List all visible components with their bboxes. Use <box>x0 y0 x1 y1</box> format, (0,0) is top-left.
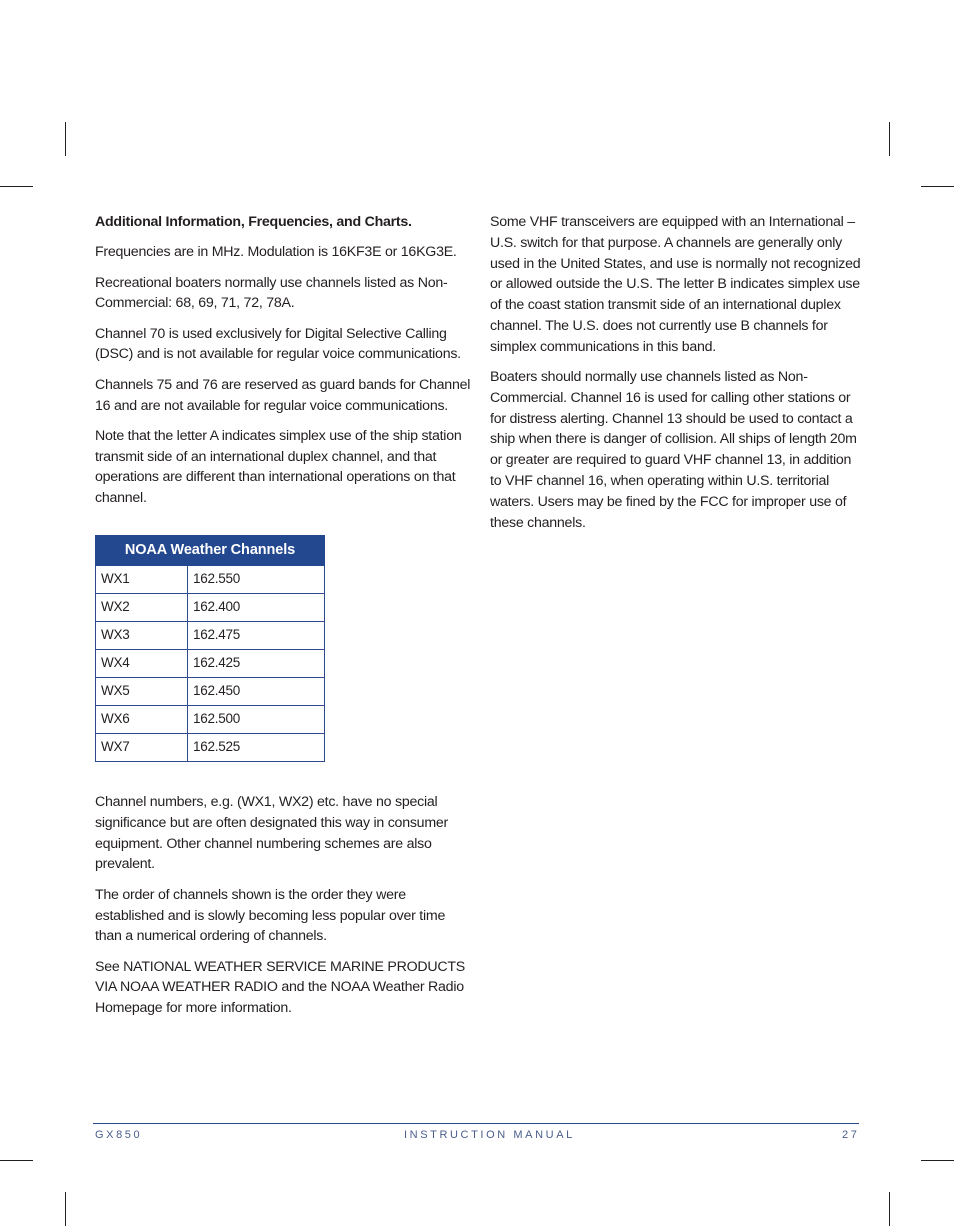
table-header-row <box>96 536 325 566</box>
footer-page-number: 27 <box>842 1129 860 1141</box>
paragraph-letter-a: Note that the letter A indicates simplex use of the ship station transmit side of an international duplex channel, and that operations are different than international operations on that channel. <box>95 427 462 507</box>
channel-cell: WX3 <box>96 622 188 650</box>
footer-manual-title: INSTRUCTION MANUAL <box>404 1129 575 1141</box>
paragraph-channel-70: Channel 70 is used exclusively for Digital Selective Calling (DSC) and is not available for regular voice communications. <box>95 325 461 363</box>
crop-mark <box>65 122 66 156</box>
table-row <box>96 566 325 594</box>
frequency-cell: 162.475 <box>188 622 325 650</box>
frequency-cell: 162.450 <box>188 678 325 706</box>
frequency-cell: 162.525 <box>188 734 325 762</box>
paragraph-modulation: Frequencies are in MHz. Modulation is 16KF3E or 16KG3E. <box>95 244 457 261</box>
channel-cell: WX4 <box>96 650 188 678</box>
table-row <box>96 622 325 650</box>
channel-cell: WX1 <box>96 566 188 594</box>
table-row <box>96 734 325 762</box>
table-title: NOAA Weather Channels <box>96 536 325 566</box>
channel-cell: WX5 <box>96 678 188 706</box>
paragraph-channel-numbers: Channel numbers, e.g. (WX1, WX2) etc. have no special significance but are often designated this way in consumer equipment. Other channel numbering schemes are also prevalent. <box>95 794 449 873</box>
frequency-cell: 162.400 <box>188 594 325 622</box>
paragraph-see-also: See NATIONAL WEATHER SERVICE MARINE PRODUCTS VIA NOAA WEATHER RADIO and the NOAA Weather Radio Homepage for more information. <box>95 958 466 1017</box>
table-row <box>96 678 325 706</box>
table-row <box>96 650 325 678</box>
right-column <box>490 212 862 543</box>
crop-mark <box>889 1192 890 1226</box>
paragraph-channel-order: The order of channels shown is the order they were established and is slowly becoming less popular over time than a numerical ordering of channels. <box>95 886 446 945</box>
left-column <box>95 212 475 1029</box>
paragraph-guard-bands: Channels 75 and 76 are reserved as guard bands for Channel 16 and are not available for regular voice communications. <box>95 376 471 414</box>
noaa-weather-channels-table <box>95 535 325 762</box>
table-row <box>96 706 325 734</box>
frequency-cell: 162.550 <box>188 566 325 594</box>
channel-cell: WX6 <box>96 706 188 734</box>
crop-mark <box>921 186 954 187</box>
frequency-cell: 162.425 <box>188 650 325 678</box>
footer-model: GX850 <box>95 1129 143 1141</box>
channel-cell: WX2 <box>96 594 188 622</box>
frequency-cell: 162.500 <box>188 706 325 734</box>
section-heading: Additional Information, Frequencies, and Charts. <box>95 214 412 230</box>
paragraph-non-commercial: Boaters should normally use channels listed as Non-Commercial. Channel 16 is used for calling other stations or for distress alerting. Channel 13 should be used to contact a ship when there is danger of collision. All ships of length 20m or greater are required to guard VHF channel 13, in addition to VHF channel 16, when operating within U.S. territorial waters. Users may be fined by the FCC for improper use of these channels. <box>490 369 857 531</box>
crop-mark <box>921 1160 954 1161</box>
crop-mark <box>0 186 33 187</box>
paragraph-recreational: Recreational boaters normally use channels listed as Non-Commercial: 68, 69, 71, 72, 78A. <box>95 274 448 312</box>
table-row <box>96 594 325 622</box>
channel-cell: WX7 <box>96 734 188 762</box>
crop-mark <box>889 122 890 156</box>
paragraph-international-switch: Some VHF transceivers are equipped with an International – U.S. switch for that purpose. A channels are generally only used in the United States, and use is normally not recognized or allowed outside the U.S. The letter B indicates simplex use of the coast station transmit side of an international duplex channel. The U.S. does not currently use B channels for simplex communications in this band. <box>490 214 861 355</box>
footer-rule <box>93 1123 859 1124</box>
crop-mark <box>65 1192 66 1226</box>
crop-mark <box>0 1160 33 1161</box>
